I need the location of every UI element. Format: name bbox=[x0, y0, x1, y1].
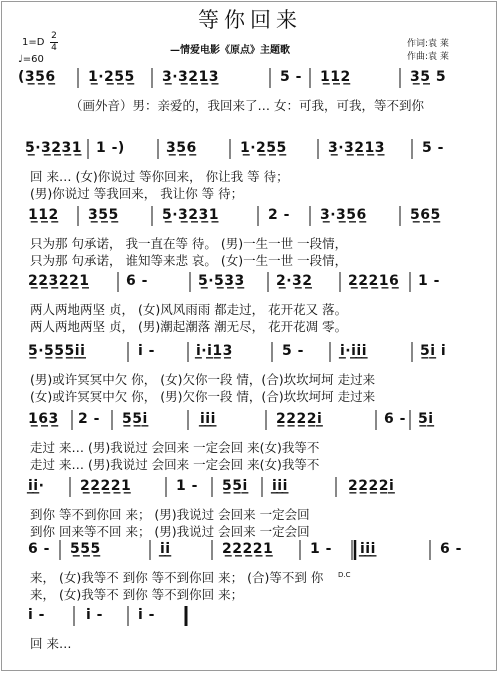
score-system bbox=[0, 340, 500, 364]
note-group: 2 - bbox=[78, 411, 100, 427]
note-group: 1̲6̲3̲ bbox=[28, 411, 59, 427]
note-group: 3̲5̲6̲ bbox=[166, 140, 197, 156]
note-group: 6 - bbox=[126, 273, 148, 289]
note-group: 5 - bbox=[282, 343, 304, 359]
score-system bbox=[0, 204, 500, 228]
bar-lines bbox=[0, 475, 500, 499]
lyric-text: （画外音）男：亲爱的，我回来了… 女：可我，可我，等不到你 bbox=[70, 98, 424, 113]
note-group: 5̲·3̲2̲3̲1̲ bbox=[162, 207, 220, 223]
note-group: 2̲2̲2̲2̲i̲̇ bbox=[276, 411, 323, 427]
note-group: 1̲·2̲5̲5̲ bbox=[240, 140, 287, 156]
lyric-text: 来， (女)我等不 到你 等不到你回 来； (合)等不到 你 bbox=[30, 570, 324, 585]
note-group: i̇ - bbox=[138, 607, 155, 623]
note-group: i̇ - bbox=[86, 607, 103, 623]
score-system bbox=[0, 270, 500, 294]
note-group: 5̲·5̲3̲3̲ bbox=[198, 273, 245, 289]
lyric-text: 走过 来… (男)我说过 会回来 一定会回 来(女)我等不 bbox=[30, 440, 320, 455]
lyric-text: 回 来… (女)你说过 等你回来， 你让我 等 待； bbox=[30, 169, 289, 184]
key-signature: 1=D bbox=[22, 37, 45, 48]
lyric-text: 两人两地两坚 贞， (女)风风雨雨 都走过， 花开花又 落。 bbox=[30, 302, 348, 317]
note-group: 3̲5̲5̲ bbox=[88, 207, 119, 223]
lyric-text: 走过 来… (男)我说过 会回来 一定会回 来(女)我等不 bbox=[30, 457, 320, 472]
lyric-text: (女)或许冥冥中欠 你， (男)欠你一段 情，(合)坎坎坷坷 走过来 bbox=[30, 389, 376, 404]
time-signature bbox=[50, 32, 58, 53]
da-capo-mark: D.C bbox=[338, 571, 351, 579]
note-group: 6 - bbox=[440, 541, 462, 557]
note-group: 5̲i̲̇ bbox=[418, 411, 434, 427]
score-system bbox=[0, 408, 500, 432]
note-group: 1̲1̲2̲ bbox=[28, 207, 59, 223]
note-group: i̲̇·i̲̇i̲̇i̲̇ bbox=[340, 343, 368, 359]
note-group: i̇ - bbox=[138, 343, 155, 359]
note-group: 5̲6̲5̲ bbox=[410, 207, 441, 223]
note-group: 5̲·5̲5̲5̲i̲̇i̲̇ bbox=[28, 343, 86, 359]
score-system bbox=[0, 604, 500, 628]
note-group: 1 - bbox=[176, 478, 198, 494]
note-group: 1 - bbox=[310, 541, 332, 557]
note-group: 5̲5̲5̲ bbox=[70, 541, 101, 557]
note-group: 5̲5̲i̲̇ bbox=[122, 411, 148, 427]
note-group: (3̲5̲6̲ bbox=[18, 69, 56, 85]
note-group: 5̲i̲̇ i̇ bbox=[420, 343, 447, 359]
note-group: 2̲2̲2̲2̲1̲ bbox=[80, 478, 132, 494]
note-group: i̇ - bbox=[28, 607, 45, 623]
subtitle: —情爱电影《原点》主题歌 bbox=[170, 45, 290, 56]
note-group: 5 - bbox=[280, 69, 302, 85]
score-system bbox=[0, 475, 500, 499]
note-group: i̲̇i̲̇· bbox=[28, 478, 45, 494]
lyric-text: 回 来… bbox=[30, 636, 72, 651]
note-group: 2̲2̲2̲1̲6̲ bbox=[348, 273, 400, 289]
note-group: 5̲·3̲2̲3̲1̲ bbox=[25, 140, 83, 156]
lyric-text: 来， (女)我等不 到你 等不到你回 来； bbox=[30, 587, 244, 602]
tempo-marking: ♩=60 bbox=[18, 54, 44, 65]
note-group: 5 - bbox=[422, 140, 444, 156]
note-group: 1̲·2̲5̲5̲ bbox=[88, 69, 135, 85]
score-system bbox=[0, 538, 500, 562]
score-system bbox=[0, 66, 500, 90]
lyric-text: 只为那 句承诺， 我一直在等 待。 (男)一生一世 一段情， bbox=[30, 236, 348, 251]
note-group: 1 -) bbox=[96, 140, 125, 156]
lyric-text: (男)你说过 等我回来， 我让你 等 待； bbox=[30, 186, 244, 201]
note-group: i̲̇i̲̇i̲̇ bbox=[200, 411, 216, 427]
note-group: 3̲·3̲5̲6̲ bbox=[320, 207, 367, 223]
score-system bbox=[0, 137, 500, 161]
bar-lines bbox=[0, 604, 500, 628]
note-group: 5̲5̲i̲̇ bbox=[222, 478, 248, 494]
credits bbox=[407, 38, 449, 64]
note-group: 2̲2̲2̲2̲1̲ bbox=[222, 541, 274, 557]
note-group: 3̲5̲ 5 bbox=[410, 69, 447, 85]
note-group: 2 - bbox=[268, 207, 290, 223]
composer-credit: 作曲:袁 莱 bbox=[407, 52, 449, 62]
lyric-text: 到你 回来等不回 来； (男)我说过 会回来 一定会回 bbox=[30, 524, 310, 539]
meter-bottom: 4 bbox=[51, 43, 57, 53]
note-group: 1 - bbox=[418, 273, 440, 289]
note-group: i̲̇i̲̇ bbox=[160, 541, 171, 557]
note-group: 3̲·3̲2̲1̲3̲ bbox=[162, 69, 220, 85]
note-group: 6 - bbox=[28, 541, 50, 557]
lyricist-credit: 作词:袁 莱 bbox=[407, 39, 449, 49]
lyric-text: 只为那 句承诺， 谁知等来悲 哀。 (女)一生一世 一段情， bbox=[30, 253, 348, 268]
note-group: i̲̇·i̲̇1̲3̲ bbox=[196, 343, 233, 359]
note-group: 2̲2̲3̲2̲2̲1̲ bbox=[28, 273, 90, 289]
note-group: i̲̇i̲̇i̲̇ bbox=[360, 541, 376, 557]
lyric-text: 两人两地两坚 贞， (男)潮起潮落 潮无尽， 花开花凋 零。 bbox=[30, 319, 348, 334]
lyric-text: 到你 等不到你回 来； (男)我说过 会回来 一定会回 bbox=[30, 507, 310, 522]
lyric-text: (男)或许冥冥中欠 你， (女)欠你一段 情，(合)坎坎坷坷 走过来 bbox=[30, 372, 376, 387]
note-group: 2̲·3̲2̲ bbox=[276, 273, 313, 289]
meter-top: 2 bbox=[51, 31, 57, 41]
note-group: 6 - bbox=[384, 411, 406, 427]
note-group: 3̲·3̲2̲1̲3̲ bbox=[328, 140, 386, 156]
note-group: 1̲1̲2̲ bbox=[320, 69, 351, 85]
song-title: 等你回来 bbox=[198, 8, 302, 32]
note-group: i̲̇i̲̇i̲̇ bbox=[272, 478, 288, 494]
note-group: 2̲2̲2̲2̲i̲̇ bbox=[348, 478, 395, 494]
